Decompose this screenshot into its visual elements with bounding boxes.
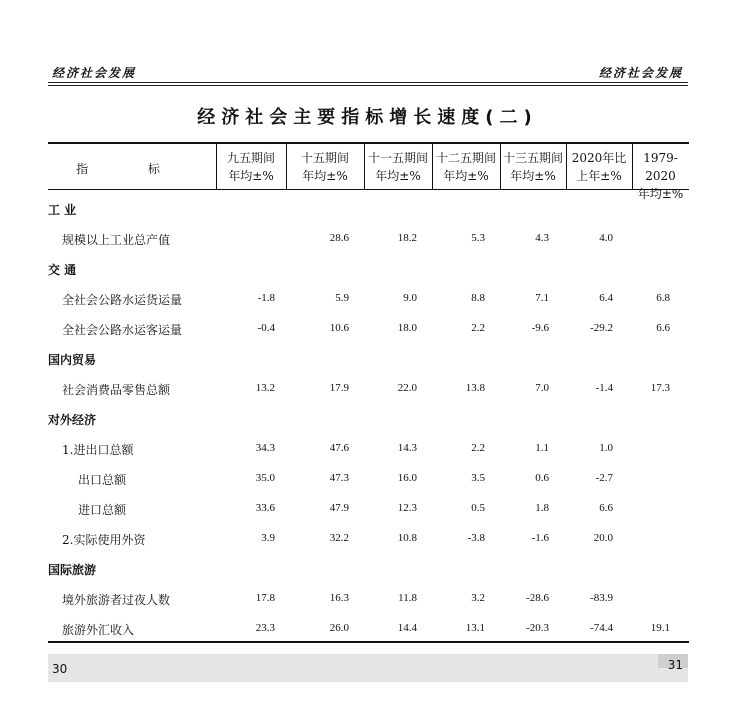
- table-cell: 1.8: [535, 502, 549, 514]
- indicator-column-header: 指 标: [76, 162, 188, 176]
- table-cell: 4.0: [599, 232, 613, 244]
- table-cell: 19.1: [650, 622, 670, 634]
- table-cell: -29.2: [590, 322, 613, 334]
- table-row: [48, 284, 689, 314]
- column-header-line1: 2020年比: [571, 151, 627, 165]
- category-row: [48, 554, 689, 584]
- category-row: [48, 194, 689, 224]
- table-cell: 47.6: [329, 442, 349, 454]
- column-header: [566, 149, 632, 185]
- table-cell: 16.3: [329, 592, 349, 604]
- row-label: 出口总额: [78, 473, 127, 487]
- table-cell: 6.8: [656, 292, 670, 304]
- column-header: [500, 149, 566, 185]
- table-cell: -9.6: [531, 322, 549, 334]
- column-divider: [216, 143, 217, 189]
- column-header-line1: 十二五期间: [435, 151, 496, 165]
- table-cell: 16.0: [397, 472, 417, 484]
- row-label: 1.进出口总额: [62, 443, 134, 457]
- table-cell: 3.5: [471, 472, 485, 484]
- table-cell: 0.5: [471, 502, 485, 514]
- table-cell: 13.2: [255, 382, 275, 394]
- table-cell: 10.6: [329, 322, 349, 334]
- table-row: [48, 224, 689, 254]
- table-cell: 1.0: [599, 442, 613, 454]
- table-cell: 3.9: [261, 532, 275, 544]
- table-cell: 5.3: [471, 232, 485, 244]
- row-label: 进口总额: [78, 503, 127, 517]
- column-header: [216, 149, 286, 185]
- column-divider: [432, 143, 433, 189]
- table-cell: 13.1: [465, 622, 485, 634]
- column-header-line2: 年均±%: [443, 169, 489, 183]
- table-row: [48, 614, 689, 644]
- column-header-line2: 年均±%: [375, 169, 421, 183]
- page-number-left: 30: [52, 662, 68, 676]
- table-cell: 8.8: [471, 292, 485, 304]
- row-label: 全社会公路水运客运量: [62, 323, 183, 337]
- table-cell: 26.0: [329, 622, 349, 634]
- header-rule: [48, 82, 688, 83]
- table-cell: 47.3: [329, 472, 349, 484]
- table-row: [48, 524, 689, 554]
- table-cell: 7.1: [535, 292, 549, 304]
- row-label: 交 通: [48, 263, 77, 277]
- column-header: [286, 149, 364, 185]
- table-cell: 1.1: [535, 442, 549, 454]
- table-cell: -83.9: [590, 592, 613, 604]
- column-header-line1: 十一五期间: [367, 151, 428, 165]
- table-cell: 0.6: [535, 472, 549, 484]
- table-cell: 6.6: [599, 502, 613, 514]
- table-cell: -20.3: [526, 622, 549, 634]
- table-cell: 22.0: [397, 382, 417, 394]
- table-cell: 32.2: [329, 532, 349, 544]
- table-cell: 47.9: [329, 502, 349, 514]
- row-label: 对外经济: [48, 413, 97, 427]
- column-header-line2: 年均±%: [302, 169, 348, 183]
- table-row: [48, 464, 689, 494]
- table-cell: 28.6: [329, 232, 349, 244]
- column-divider: [364, 143, 365, 189]
- table-cell: -2.7: [595, 472, 613, 484]
- table-row: [48, 434, 689, 464]
- table-cell: 17.9: [329, 382, 349, 394]
- table-cell: 14.3: [397, 442, 417, 454]
- column-header-line2: 年均±%: [510, 169, 556, 183]
- page-number-right: 31: [667, 658, 683, 672]
- running-header-right: 经济社会发展: [598, 66, 683, 80]
- table-row: [48, 314, 689, 344]
- table-cell: -1.6: [531, 532, 549, 544]
- running-header-left: 经济社会发展: [52, 66, 137, 80]
- row-label: 规模以上工业总产值: [62, 233, 171, 247]
- column-header-line1: 十五期间: [300, 151, 349, 165]
- table-cell: 13.8: [465, 382, 485, 394]
- column-divider: [566, 143, 567, 189]
- table-row: [48, 584, 689, 614]
- row-label: 国内贸易: [48, 353, 97, 367]
- page-title: 经济社会主要指标增长速度(二): [197, 107, 538, 128]
- table-cell: 23.3: [255, 622, 275, 634]
- table-cell: 17.3: [650, 382, 670, 394]
- table-cell: 17.8: [255, 592, 275, 604]
- category-row: [48, 344, 689, 374]
- category-row: [48, 254, 689, 284]
- table-cell: 18.0: [397, 322, 417, 334]
- row-label: 国际旅游: [48, 563, 97, 577]
- column-header: [364, 149, 432, 185]
- column-divider: [632, 143, 633, 189]
- footer-bar-right: [368, 654, 688, 682]
- column-header-line2: 年均±%: [637, 187, 684, 201]
- table-cell: 3.2: [471, 592, 485, 604]
- row-label: 旅游外汇收入: [62, 623, 135, 637]
- column-divider: [286, 143, 287, 189]
- table-cell: -3.8: [467, 532, 485, 544]
- table-cell: 35.0: [255, 472, 275, 484]
- column-header-line1: 1979-2020: [643, 151, 678, 183]
- table-row: [48, 374, 689, 404]
- column-header-line1: 九五期间: [226, 151, 275, 165]
- column-header-line1: 十三五期间: [502, 151, 563, 165]
- table-cell: -1.8: [257, 292, 275, 304]
- table-cell: 34.3: [255, 442, 275, 454]
- table-cell: 6.4: [599, 292, 613, 304]
- table-cell: -0.4: [257, 322, 275, 334]
- table-cell: 2.2: [471, 442, 485, 454]
- table-cell: 12.3: [397, 502, 417, 514]
- column-divider: [500, 143, 501, 189]
- header-rule-secondary: [48, 85, 688, 86]
- row-label: 全社会公路水运货运量: [62, 293, 183, 307]
- table-top-rule: [48, 142, 689, 144]
- table-cell: 11.8: [398, 592, 417, 604]
- column-header-line2: 年均±%: [228, 169, 274, 183]
- row-label: 社会消费品零售总额: [62, 383, 171, 397]
- table-cell: 9.0: [403, 292, 417, 304]
- table-cell: 33.6: [255, 502, 275, 514]
- table-cell: -74.4: [590, 622, 613, 634]
- table-cell: 10.8: [397, 532, 417, 544]
- table-cell: 20.0: [593, 532, 613, 544]
- table-cell: 18.2: [397, 232, 417, 244]
- table-cell: -28.6: [526, 592, 549, 604]
- table-cell: 2.2: [471, 322, 485, 334]
- row-label: 工 业: [48, 203, 77, 217]
- table-cell: 5.9: [335, 292, 349, 304]
- row-label: 境外旅游者过夜人数: [62, 593, 171, 607]
- row-label: 2.实际使用外资: [62, 533, 146, 547]
- table-cell: 7.0: [535, 382, 549, 394]
- table-cell: 14.4: [397, 622, 417, 634]
- table-header-rule: [48, 189, 689, 190]
- column-header-line2: 上年±%: [576, 169, 622, 183]
- category-row: [48, 404, 689, 434]
- footer-bar-left: [48, 654, 368, 682]
- table-cell: 4.3: [535, 232, 549, 244]
- table-cell: -1.4: [595, 382, 613, 394]
- table-row: [48, 494, 689, 524]
- column-header: [432, 149, 500, 185]
- table-cell: 6.6: [656, 322, 670, 334]
